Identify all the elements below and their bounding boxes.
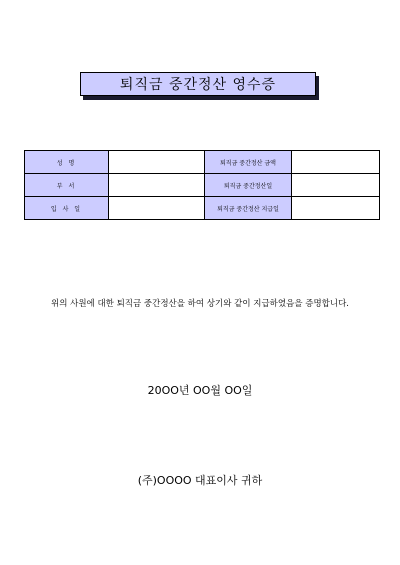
amount-label: 퇴직금 중간정산 금액 (205, 151, 292, 174)
addressee: (주)OOOO 대표이사 귀하 (137, 474, 263, 487)
department-field[interactable] (109, 174, 205, 197)
name-label: 성 명 (25, 151, 109, 174)
department-label: 부 서 (25, 174, 109, 197)
join-date-label: 입 사 일 (25, 197, 109, 220)
join-date-field[interactable] (109, 197, 205, 220)
table-row (25, 151, 380, 174)
issue-date: 20OO년 OO월 OO일 (147, 384, 253, 397)
settlement-date-label: 퇴직금 중간정산일 (205, 174, 292, 197)
info-table (24, 150, 380, 220)
amount-field[interactable] (292, 151, 380, 174)
name-field[interactable] (109, 151, 205, 174)
payment-date-field[interactable] (292, 197, 380, 220)
title-banner (80, 72, 320, 100)
certification-statement: 위의 사원에 대한 퇴직금 중간정산을 하여 상기와 같이 지급하였음을 증명합니다. (51, 299, 349, 309)
settlement-date-field[interactable] (292, 174, 380, 197)
document-title: 퇴직금 중간정산 영수증 (80, 72, 316, 96)
table-row (25, 174, 380, 197)
table-row (25, 197, 380, 220)
payment-date-label: 퇴직금 중간정산 지급일 (205, 197, 292, 220)
